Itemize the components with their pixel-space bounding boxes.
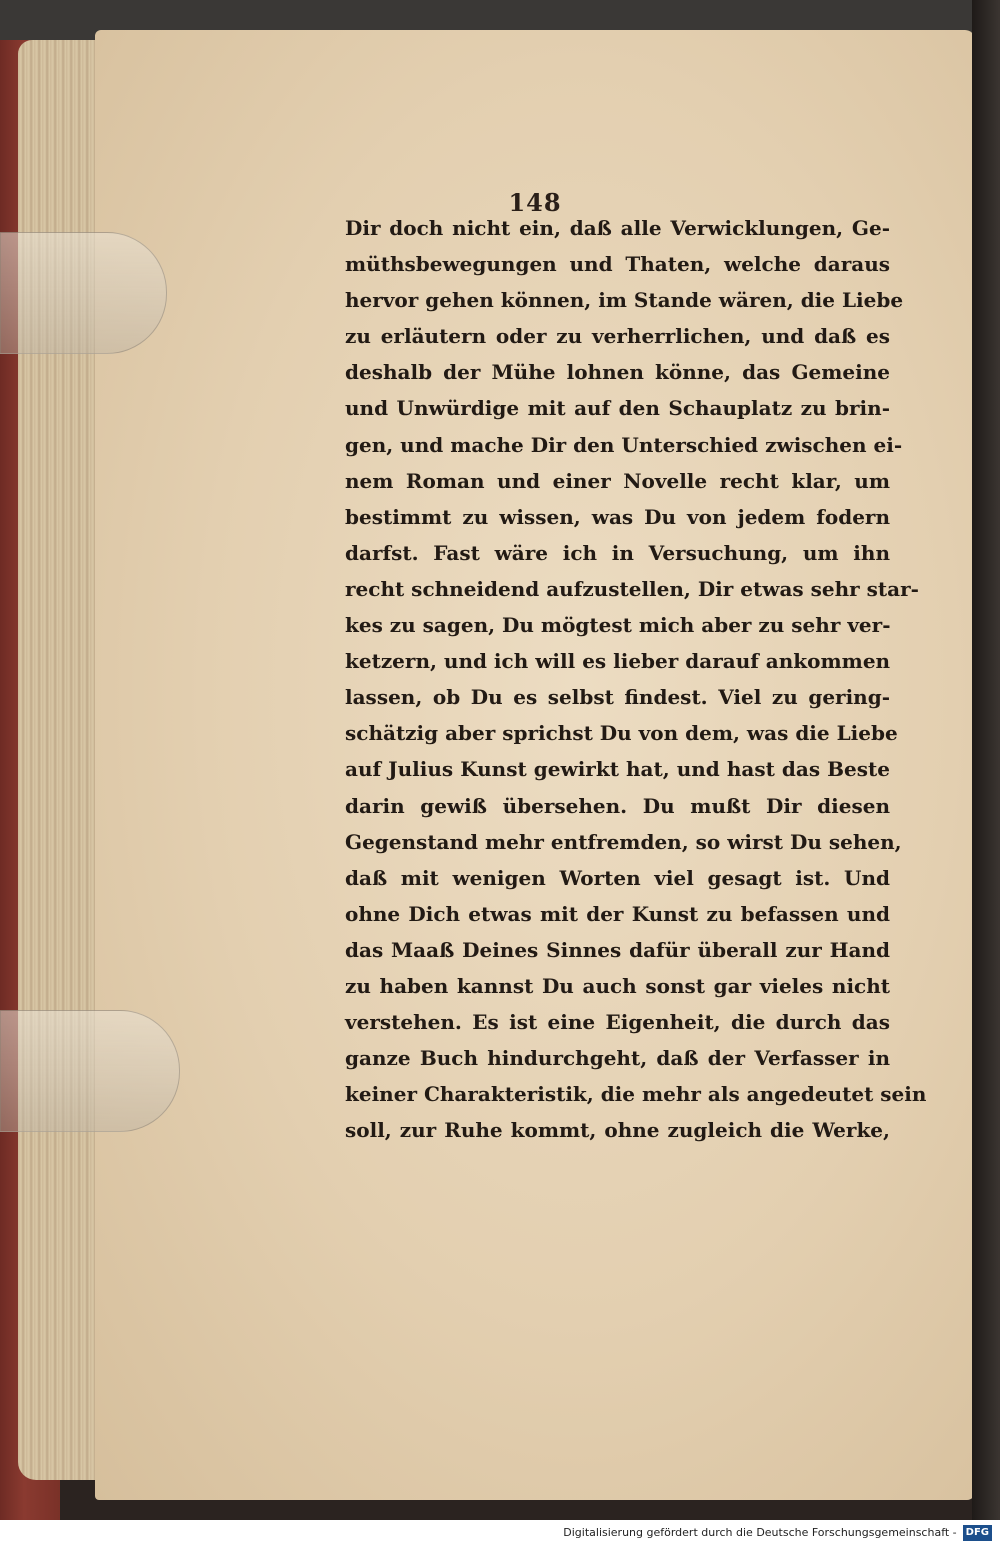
text-line: verstehen. Es ist eine Eigenheit, die durch das [345, 1010, 890, 1035]
text-line: zu haben kannst Du auch sonst gar vieles nicht [345, 973, 890, 998]
text-line: schätzig aber sprichst Du von dem, was die Liebe [345, 721, 898, 746]
text-line: ketzern, und ich will es lieber darauf ankommen [345, 649, 891, 674]
text-line: lassen, ob Du es selbst findest. Viel zu gering- [345, 685, 890, 710]
text-line: soll, zur Ruhe kommt, ohne zugleich die Werke, [345, 1118, 890, 1143]
text-line: bestimmt zu wissen, was Du von jedem fodern [345, 504, 890, 529]
text-line: darfst. Fast wäre ich in Versuchung, um ihn [345, 540, 890, 565]
text-line: daß mit wenigen Worten viel gesagt ist. Und [345, 865, 890, 890]
body-text [345, 210, 927, 1148]
text-line: deshalb der Mühe lohnen könne, das Gemeine [345, 360, 890, 385]
page-clip-bottom [0, 1010, 180, 1132]
text-line: ohne Dich etwas mit der Kunst zu befassen und [345, 901, 890, 926]
text-line: Gegenstand mehr entfremden, so wirst Du sehen, [345, 829, 902, 854]
text-line: darin gewiß übersehen. Du mußt Dir diesen [345, 793, 890, 818]
scan-right-edge [972, 0, 1000, 1520]
text-line: gen, und mache Dir den Unterschied zwischen ei- [345, 432, 903, 457]
text-line: kes zu sagen, Du mögtest mich aber zu sehr ver- [345, 613, 891, 638]
page-number: 148 [508, 188, 562, 217]
dfg-logo-icon: DFG [963, 1525, 992, 1541]
text-line: ganze Buch hindurchgeht, daß der Verfasser in [345, 1046, 890, 1071]
text-line: nem Roman und einer Novelle recht klar, um [345, 468, 890, 493]
funding-notice: Digitalisierung gefördert durch die Deutsche Forschungsgemeinschaft - [563, 1526, 957, 1539]
text-line: auf Julius Kunst gewirkt hat, und hast das Beste [345, 757, 890, 782]
text-line: das Maaß Deines Sinnes dafür überall zur Hand [345, 937, 890, 962]
text-line: müthsbewegungen und Thaten, welche daraus [345, 252, 890, 277]
text-line: Dir doch nicht ein, daß alle Verwicklungen, Ge- [345, 216, 890, 240]
text-line: und Unwürdige mit auf den Schauplatz zu brin- [345, 396, 890, 421]
footer-bar [0, 1520, 1000, 1545]
text-line: keiner Charakteristik, die mehr als angedeutet sein [345, 1082, 927, 1107]
page-clip-top [0, 232, 167, 354]
text-line: recht schneidend aufzustellen, Dir etwas sehr star- [345, 576, 919, 601]
text-line: hervor gehen können, im Stande wären, die Liebe [345, 288, 904, 313]
text-line: zu erläutern oder zu verherrlichen, und daß es [345, 324, 890, 349]
